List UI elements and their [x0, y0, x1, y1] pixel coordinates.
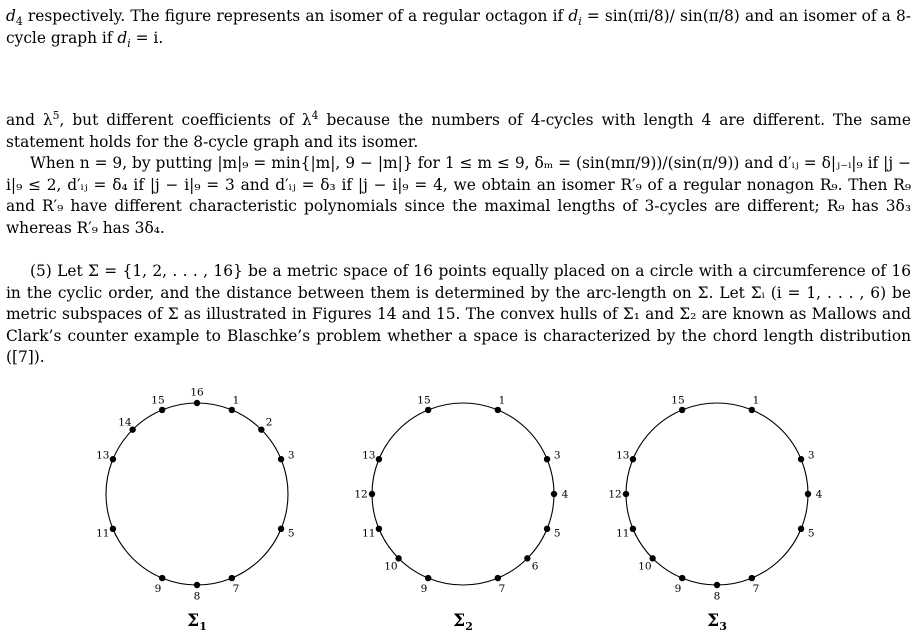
point-15 [159, 407, 165, 413]
figure-circles [0, 388, 919, 641]
circle-diagrams [0, 388, 919, 641]
caption-subscript: 1 [199, 620, 207, 633]
point-label-1: 1 [752, 394, 760, 407]
point-11 [110, 526, 116, 532]
point-5 [798, 526, 804, 532]
point-label-4: 4 [815, 488, 823, 501]
point-7 [749, 575, 755, 581]
point-label-11: 11 [616, 527, 630, 540]
point-label-8: 8 [193, 590, 201, 603]
point-label-5: 5 [807, 527, 815, 540]
figure-caption [187, 611, 207, 633]
point-11 [630, 526, 636, 532]
point-7 [495, 575, 501, 581]
point-label-7: 7 [498, 582, 506, 595]
point-7 [229, 575, 235, 581]
point-label-16: 16 [190, 388, 204, 399]
point-label-1: 1 [232, 394, 240, 407]
point-label-15: 15 [671, 394, 685, 407]
caption-symbol: Σ [453, 611, 466, 631]
point-9 [425, 575, 431, 581]
point-label-3: 3 [553, 449, 561, 462]
point-11 [376, 526, 382, 532]
point-3 [544, 456, 550, 462]
point-15 [679, 407, 685, 413]
point-label-10: 10 [384, 560, 398, 573]
point-label-12: 12 [608, 488, 622, 501]
point-label-15: 15 [151, 394, 165, 407]
figure-caption [453, 611, 473, 633]
point-label-13: 13 [362, 449, 376, 462]
paragraph-metric-space: (5) Let Σ = {1, 2, . . . , 16} be a metric space of 16 points equally placed on a circle with a circumference of 16 in the cyclic order, and the distance between them is determined by the arc-length on Σ. Let Σᵢ (i = 1, . . . , 6) be metric subspaces of Σ as illustrated in Figures 14 and 15. The convex hulls of Σ₁ and Σ₂ are known as Mallows and Clark’s counter example to Blaschke’s problem whether a space is characterized by the chord length distribution ([7]). [6, 262, 911, 366]
point-label-6: 6 [531, 560, 539, 573]
point-label-5: 5 [553, 527, 561, 540]
circle-figure-1 [96, 388, 295, 633]
point-5 [278, 526, 284, 532]
circle-figure-3 [608, 394, 822, 633]
point-label-11: 11 [96, 527, 110, 540]
point-3 [278, 456, 284, 462]
point-label-7: 7 [752, 582, 760, 595]
point-label-13: 13 [616, 449, 630, 462]
paragraph-lambda: and $\lambda^5$, but different coefficients of $\lambda^4$ because the numbers of 4-cycles with length 4 are different. The same statement holds for the 8-cycle graph and its isomer. [6, 108, 911, 151]
point-1 [229, 407, 235, 413]
point-label-14: 14 [118, 416, 132, 429]
point-label-11: 11 [362, 527, 376, 540]
point-4 [805, 491, 811, 497]
point-8 [194, 582, 200, 588]
caption-subscript: 3 [719, 620, 727, 633]
point-label-9: 9 [674, 582, 682, 595]
point-5 [544, 526, 550, 532]
caption-subscript: 2 [465, 620, 473, 633]
circle-figure-2 [354, 394, 568, 633]
point-4 [551, 491, 557, 497]
point-label-15: 15 [417, 394, 431, 407]
point-label-10: 10 [638, 560, 652, 573]
caption-symbol: Σ [187, 611, 200, 631]
point-12 [369, 491, 375, 497]
point-13 [376, 456, 382, 462]
point-label-2: 2 [265, 416, 273, 429]
point-label-8: 8 [713, 590, 721, 603]
point-15 [425, 407, 431, 413]
figure-caption [707, 611, 727, 633]
paragraph-nonagon: When n = 9, by putting |m|₉ = min{|m|, 9 − |m|} for 1 ≤ m ≤ 9, δₘ = (sin(mπ/9))/(sin(π/9)) and d′ᵢⱼ = δ|ⱼ₋ᵢ|₉ if |j − i|₉ ≤ 2, d′ᵢⱼ = δ₄ if |j − i|₉ = 3 and d′ᵢⱼ = δ₃ if |j − i|₉ = 4, we obtain an isomer R′₉ of a regular nonagon R₉. Then R₉ and R′₉ have different characteristic polynomials since the maximal lengths of 3-cycles are different; R₉ has 3δ₃ whereas R′₉ has 3δ₄. [6, 154, 911, 237]
point-label-4: 4 [561, 488, 569, 501]
point-1 [495, 407, 501, 413]
caption-symbol: Σ [707, 611, 720, 631]
point-13 [630, 456, 636, 462]
point-label-12: 12 [354, 488, 368, 501]
point-label-1: 1 [498, 394, 506, 407]
point-8 [714, 582, 720, 588]
point-6 [524, 555, 530, 561]
point-9 [679, 575, 685, 581]
point-label-9: 9 [154, 582, 162, 595]
point-label-5: 5 [287, 527, 295, 540]
point-9 [159, 575, 165, 581]
point-2 [258, 426, 264, 432]
point-12 [623, 491, 629, 497]
point-16 [194, 400, 200, 406]
paragraph-continuation: $d_4$ respectively. The figure represents an isomer of a regular octagon if $d_i = \sin(\pi i/8)/$ sin(π/8) and an isomer of a 8-cycle graph if $d_i = i$. [6, 7, 911, 50]
point-label-7: 7 [232, 582, 240, 595]
point-1 [749, 407, 755, 413]
point-label-3: 3 [807, 449, 815, 462]
point-3 [798, 456, 804, 462]
point-label-3: 3 [287, 449, 295, 462]
point-label-13: 13 [96, 449, 110, 462]
point-label-9: 9 [420, 582, 428, 595]
point-13 [110, 456, 116, 462]
